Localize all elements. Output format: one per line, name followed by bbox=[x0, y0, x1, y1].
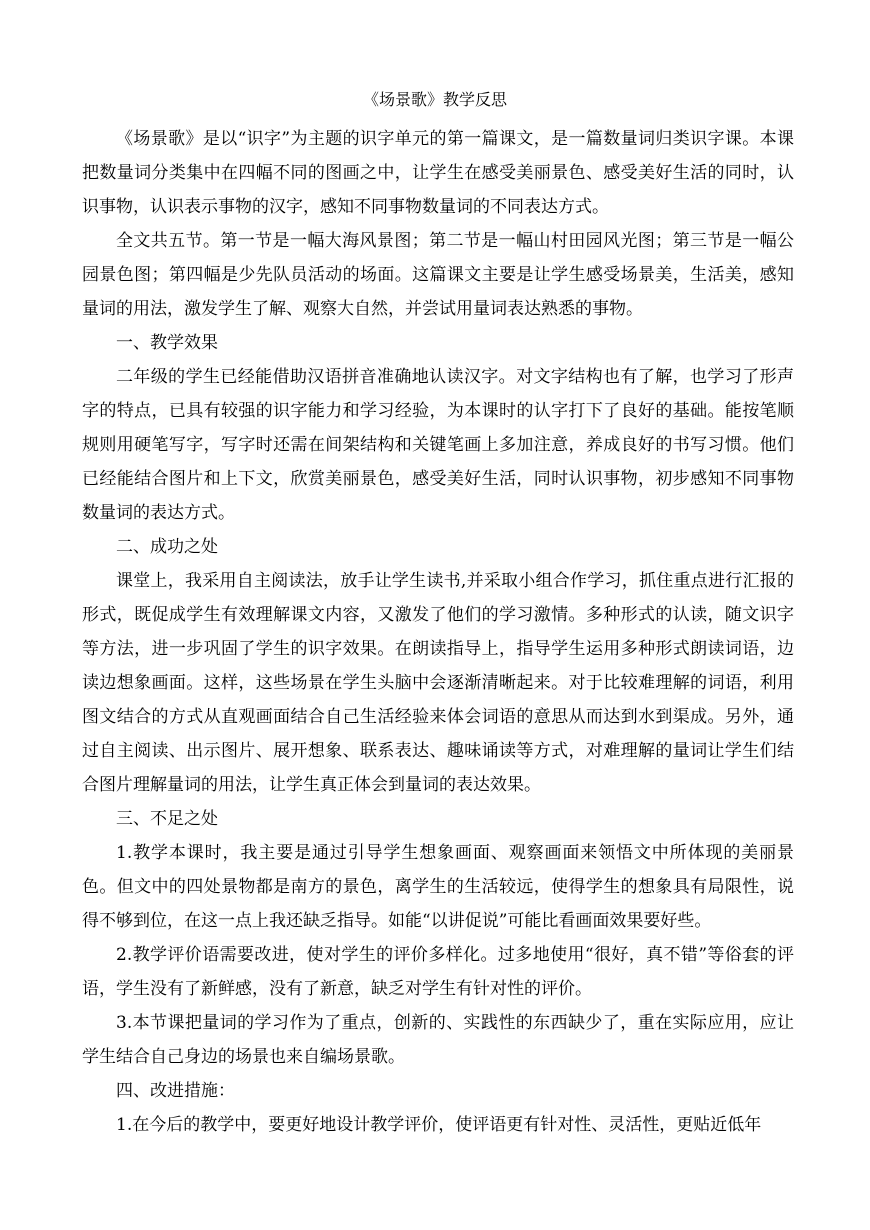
paragraph-teaching-effect: 二年级的学生已经能借助汉语拼音准确地认读汉字。对文字结构也有了解，也学习了形声字的特点，已具有较强的识字能力和学习经验，为本课时的认字打下了良好的基础。能按笔顺规则用硬笔写字，写字时还需在间架结构和关键笔画上多加注意，养成良好的书写习惯。他们已经能结合图片和上下文，欣赏美丽景色，感受美好生活，同时认识事物，初步感知不同事物数量词的表达方式。 bbox=[82, 367, 794, 523]
paragraph-improvement-1: 1.在今后的教学中，要更好地设计教学评价，使评语更有针对性、灵活性，更贴近低年 bbox=[116, 1115, 762, 1135]
section-heading-improvements: 四、改进措施： bbox=[116, 1081, 235, 1101]
paragraph-structure: 全文共五节。第一节是一幅大海风景图；第二节是一幅山村田园风光图；第三节是一幅公园景色图；第四幅是少先队员活动的场面。这篇课文主要是让学生感受场景美，生活美，感知量词的用法，激发学生了解、观察大自然，并尝试用量词表达熟悉的事物。 bbox=[82, 231, 794, 319]
document-body bbox=[82, 122, 794, 1142]
paragraph-successes: 课堂上，我采用自主阅读法，放手让学生读书,并采取小组合作学习，抓住重点进行汇报的形式，既促成学生有效理解课文内容，又激发了他们的学习激情。多种形式的认读，随文识字等方法，进一步巩固了学生的识字效果。在朗读指导上，指导学生运用多种形式朗读词语，边读边想象画面。这样，这些场景在学生头脑中会逐渐清晰起来。对于比较难理解的词语，利用图文结合的方式从直观画面结合自己生活经验来体会词语的意思从而达到水到渠成。另外，通过自主阅读、出示图片、展开想象、联系表达、趣味诵读等方式，对难理解的量词让学生们结合图片理解量词的用法，让学生真正体会到量词的表达效果。 bbox=[82, 571, 794, 795]
paragraph-shortcoming-2: 2.教学评价语需要改进，使对学生的评价多样化。过多地使用“很好，真不错”等俗套的评语，学生没有了新鲜感，没有了新意，缺乏对学生有针对性的评价。 bbox=[82, 945, 794, 999]
paragraph-intro: 《场景歌》是以“识字”为主题的识字单元的第一篇课文，是一篇数量词归类识字课。本课把数量词分类集中在四幅不同的图画之中，让学生在感受美丽景色、感受美好生活的同时，认识事物，认识表示事物的汉字，感知不同事物数量词的不同表达方式。 bbox=[82, 129, 794, 217]
section-heading-successes: 二、成功之处 bbox=[116, 537, 218, 557]
document-title: 《场景歌》教学反思 bbox=[362, 90, 507, 109]
section-heading-shortcomings: 三、不足之处 bbox=[116, 809, 218, 829]
section-heading-teaching-effect: 一、教学效果 bbox=[116, 333, 218, 353]
paragraph-shortcoming-1: 1.教学本课时，我主要是通过引导学生想象画面、观察画面来领悟文中所体现的美丽景色。但文中的四处景物都是南方的景色，离学生的生活较远，使得学生的想象具有局限性，说得不够到位，在这一点上我还缺乏指导。如能“以讲促说”可能比看画面效果要好些。 bbox=[82, 843, 794, 931]
paragraph-shortcoming-3: 3.本节课把量词的学习作为了重点，创新的、实践性的东西缺少了，重在实际应用，应让学生结合自己身边的场景也来自编场景歌。 bbox=[82, 1013, 794, 1067]
